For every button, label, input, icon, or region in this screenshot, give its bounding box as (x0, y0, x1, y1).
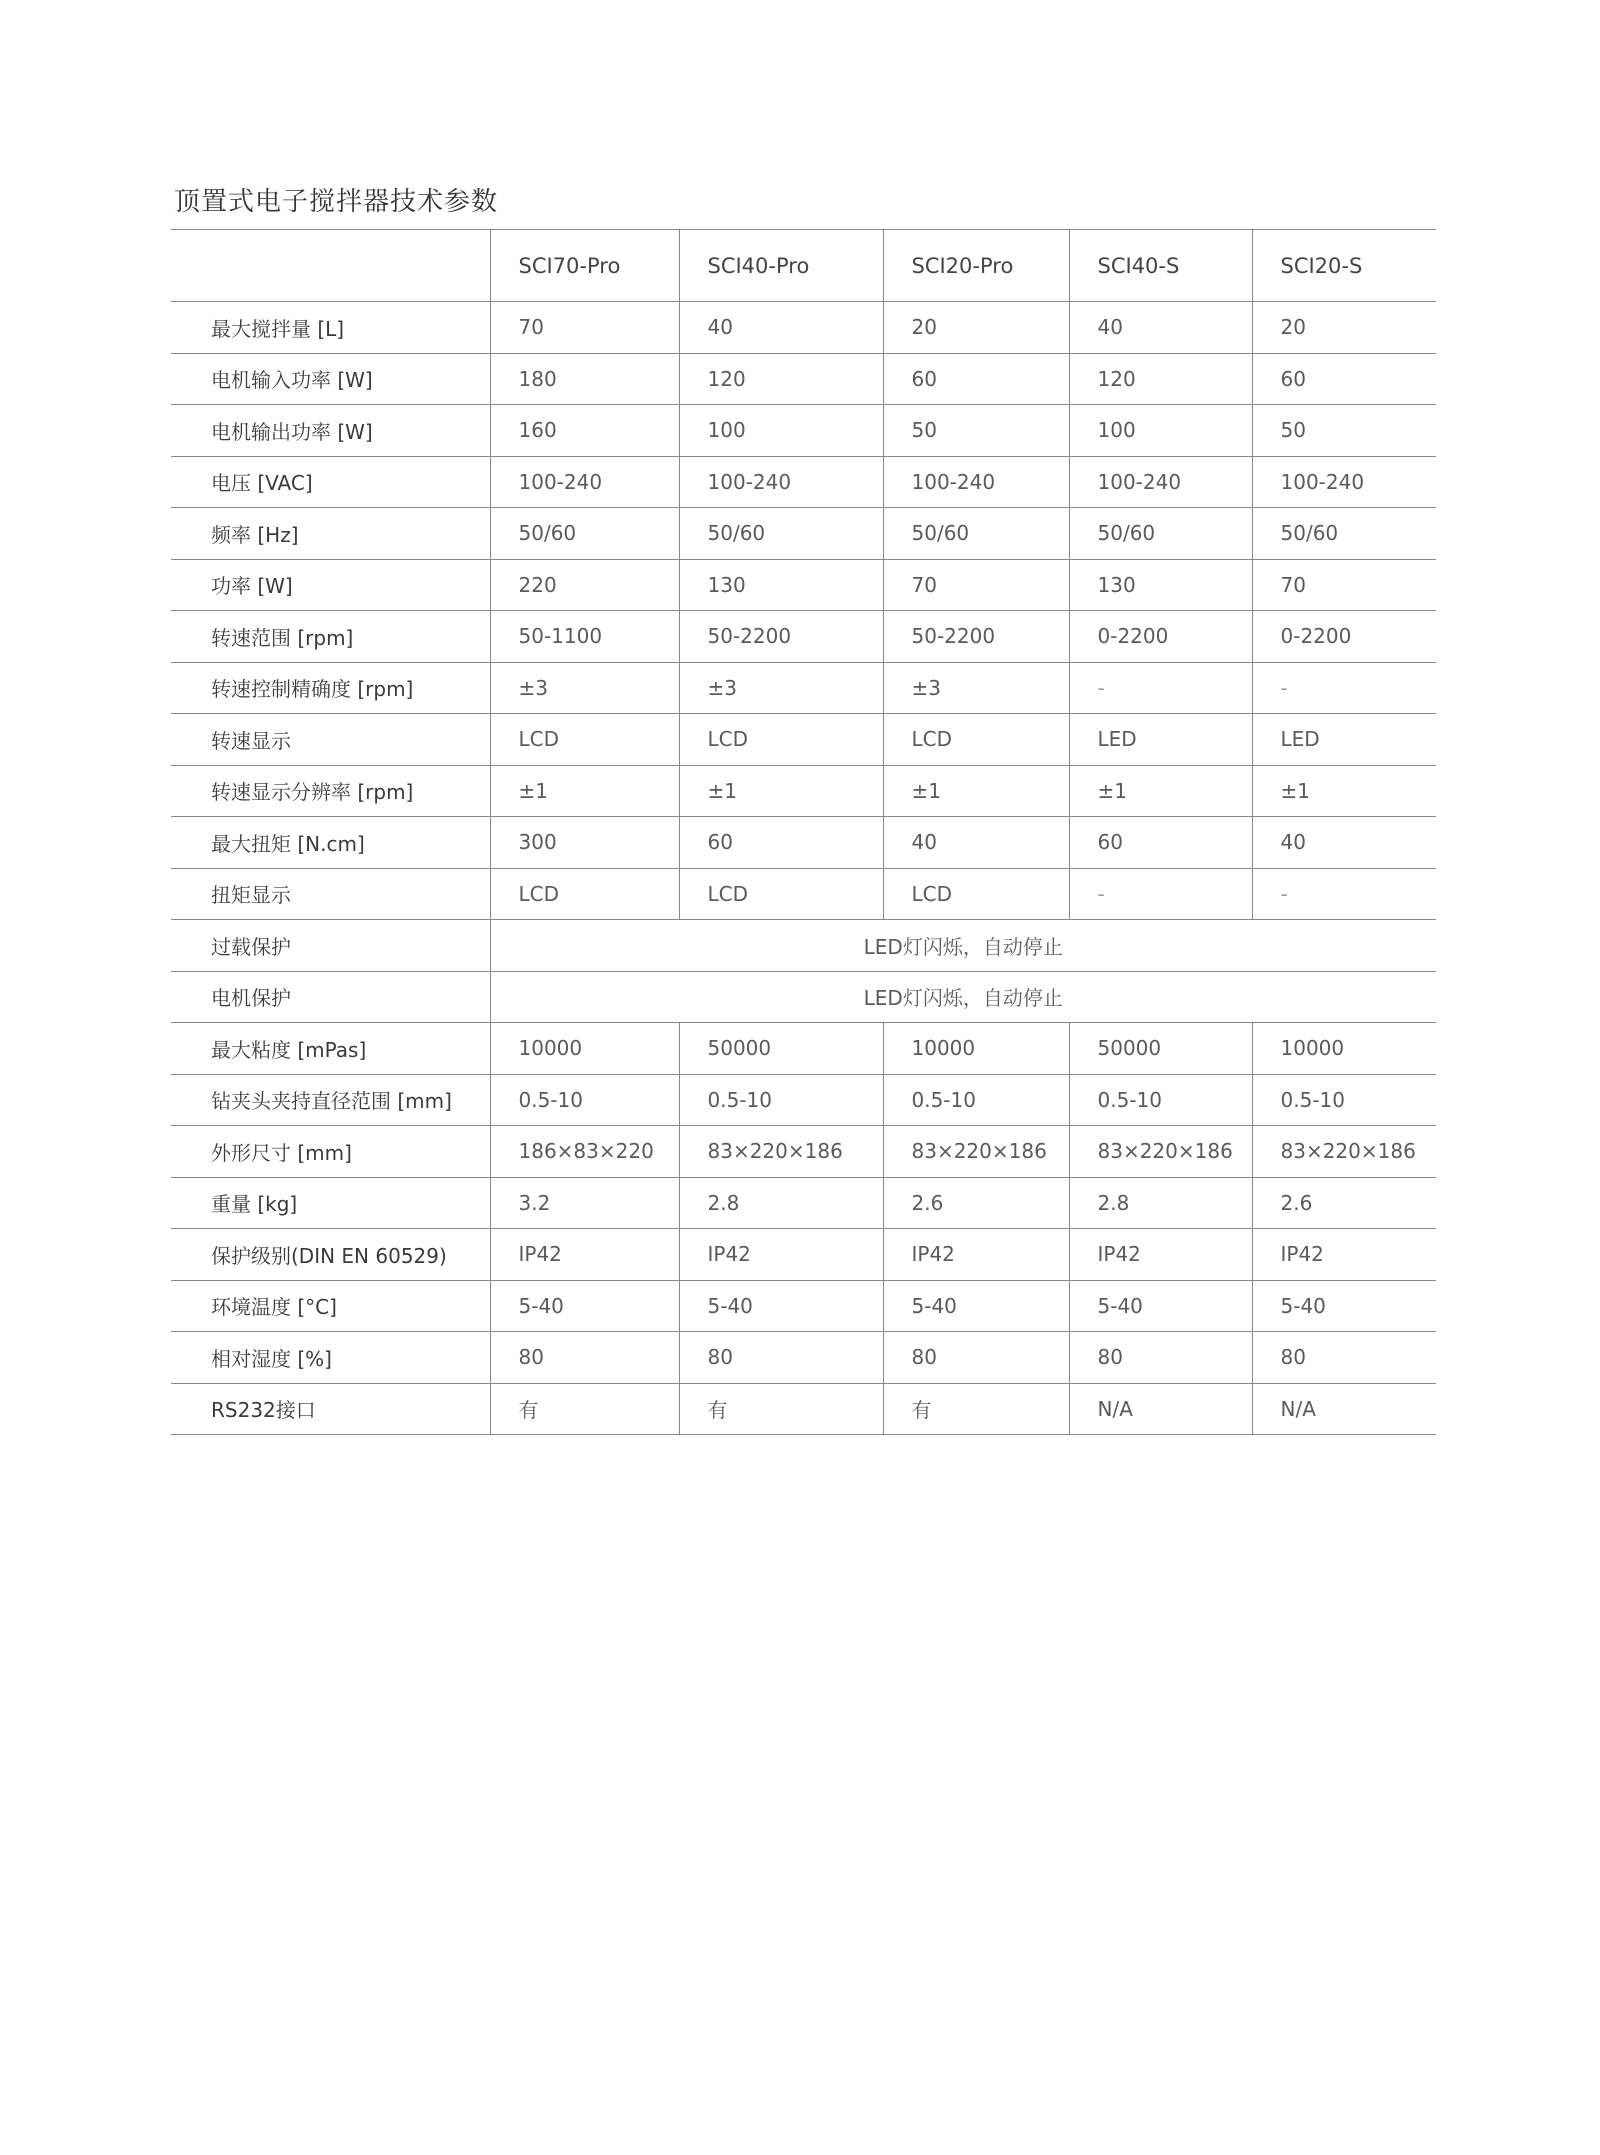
value-cell: 2.8 (679, 1177, 883, 1229)
value-cell: 50 (1252, 405, 1436, 457)
value-cell: 100-240 (679, 456, 883, 508)
merged-value-cell: LED灯闪烁，自动停止 (490, 920, 1436, 972)
value-cell: IP42 (1252, 1229, 1436, 1281)
value-cell: ±1 (1069, 765, 1252, 817)
value-cell: - (1069, 662, 1252, 714)
value-cell: ±3 (679, 662, 883, 714)
model-header: SCI40-S (1069, 230, 1252, 302)
value-cell: 10000 (1252, 1023, 1436, 1075)
row-label: 最大扭矩 [N.cm] (211, 831, 365, 856)
table-row (171, 1383, 1436, 1435)
value-cell: ±3 (883, 662, 1069, 714)
table-row (171, 765, 1436, 817)
table-row (171, 1229, 1436, 1281)
row-label: 最大粘度 [mPas] (211, 1037, 367, 1062)
value-cell: 70 (883, 559, 1069, 611)
value-cell: - (1069, 868, 1252, 920)
header-label-cell (171, 230, 490, 302)
value-cell: 40 (679, 302, 883, 354)
row-label: 最大搅拌量 [L] (211, 316, 345, 341)
value-cell: 40 (1069, 302, 1252, 354)
value-cell: 0-2200 (1252, 611, 1436, 663)
table-row (171, 1126, 1436, 1178)
row-label: 重量 [kg] (211, 1192, 298, 1217)
value-cell: 50000 (679, 1023, 883, 1075)
value-cell: 100 (1069, 405, 1252, 457)
value-cell: ±3 (490, 662, 679, 714)
value-cell: ±1 (883, 765, 1069, 817)
value-cell: 50/60 (883, 508, 1069, 560)
merged-value-cell: LED灯闪烁，自动停止 (490, 971, 1436, 1023)
page-title: 顶置式电子搅拌器技术参数 (174, 187, 499, 218)
value-cell: 180 (490, 353, 679, 405)
value-cell: - (1252, 868, 1436, 920)
value-cell: 0.5-10 (883, 1074, 1069, 1126)
table-row (171, 868, 1436, 920)
value-cell: ±1 (1252, 765, 1436, 817)
value-cell: 0-2200 (1069, 611, 1252, 663)
value-cell: 80 (883, 1332, 1069, 1384)
value-cell: LCD (679, 868, 883, 920)
value-cell: 100-240 (1252, 456, 1436, 508)
row-label: 相对湿度 [%] (211, 1346, 332, 1371)
row-label: 转速控制精确度 [rpm] (211, 677, 414, 702)
row-label: 转速范围 [rpm] (211, 625, 354, 650)
value-cell: IP42 (679, 1229, 883, 1281)
row-label: 电机输出功率 [W] (211, 419, 373, 444)
value-cell: 83×220×186 (1069, 1126, 1252, 1178)
value-cell: 100 (679, 405, 883, 457)
table-row (171, 1280, 1436, 1332)
value-cell: 80 (1069, 1332, 1252, 1384)
value-cell: 0.5-10 (1252, 1074, 1436, 1126)
value-cell: 100-240 (883, 456, 1069, 508)
value-cell: N/A (1252, 1383, 1436, 1435)
value-cell: 60 (679, 817, 883, 869)
row-label: 电压 [VAC] (211, 471, 313, 496)
value-cell: 60 (883, 353, 1069, 405)
spec-table-body (171, 302, 1436, 1435)
value-cell: LCD (883, 868, 1069, 920)
value-cell: LED (1069, 714, 1252, 766)
value-cell: 0.5-10 (490, 1074, 679, 1126)
value-cell: 0.5-10 (679, 1074, 883, 1126)
value-cell: N/A (1069, 1383, 1252, 1435)
value-cell: 5-40 (490, 1280, 679, 1332)
row-label: 电机输入功率 [W] (211, 368, 373, 393)
row-label: 环境温度 [°C] (211, 1295, 337, 1320)
value-cell: 10000 (883, 1023, 1069, 1075)
value-cell: LCD (490, 714, 679, 766)
table-row (171, 508, 1436, 560)
value-cell: 2.6 (1252, 1177, 1436, 1229)
value-cell: ±1 (490, 765, 679, 817)
table-row (171, 353, 1436, 405)
value-cell: 220 (490, 559, 679, 611)
value-cell: 160 (490, 405, 679, 457)
table-row (171, 456, 1436, 508)
model-header: SCI40-Pro (679, 230, 883, 302)
value-cell: 70 (1252, 559, 1436, 611)
row-label: 外形尺寸 [mm] (211, 1140, 352, 1165)
value-cell: 40 (883, 817, 1069, 869)
value-cell: 50-1100 (490, 611, 679, 663)
table-row (171, 405, 1436, 457)
value-cell: ±1 (679, 765, 883, 817)
value-cell: 70 (490, 302, 679, 354)
row-label: 电机保护 (211, 986, 291, 1011)
table-row (171, 1023, 1436, 1075)
value-cell: 5-40 (883, 1280, 1069, 1332)
value-cell: 83×220×186 (1252, 1126, 1436, 1178)
value-cell: 120 (679, 353, 883, 405)
value-cell: 20 (883, 302, 1069, 354)
value-cell: 120 (1069, 353, 1252, 405)
spec-table (171, 229, 1436, 1435)
model-header: SCI20-S (1252, 230, 1436, 302)
value-cell: IP42 (883, 1229, 1069, 1281)
row-label: 过载保护 (211, 934, 291, 959)
header-row (171, 230, 1436, 302)
row-label: 转速显示分辨率 [rpm] (211, 780, 414, 805)
value-cell: 50-2200 (883, 611, 1069, 663)
table-row (171, 920, 1436, 972)
value-cell: 186×83×220 (490, 1126, 679, 1178)
model-header: SCI20-Pro (883, 230, 1069, 302)
value-cell: 100-240 (490, 456, 679, 508)
value-cell: 有 (679, 1383, 883, 1435)
value-cell: 50/60 (1069, 508, 1252, 560)
table-row (171, 1074, 1436, 1126)
row-label: 频率 [Hz] (211, 522, 299, 547)
value-cell: 有 (490, 1383, 679, 1435)
value-cell: LCD (679, 714, 883, 766)
value-cell: 50 (883, 405, 1069, 457)
value-cell: IP42 (1069, 1229, 1252, 1281)
table-row (171, 714, 1436, 766)
value-cell: 130 (679, 559, 883, 611)
value-cell: 40 (1252, 817, 1436, 869)
table-row (171, 817, 1436, 869)
table-row (171, 1332, 1436, 1384)
value-cell: 2.8 (1069, 1177, 1252, 1229)
value-cell: 130 (1069, 559, 1252, 611)
row-label: RS232接口 (211, 1398, 316, 1423)
value-cell: 10000 (490, 1023, 679, 1075)
value-cell: 5-40 (1252, 1280, 1436, 1332)
value-cell: 5-40 (679, 1280, 883, 1332)
value-cell: 5-40 (1069, 1280, 1252, 1332)
value-cell: LCD (490, 868, 679, 920)
row-label: 钻夹头夹持直径范围 [mm] (211, 1089, 452, 1114)
row-label: 功率 [W] (211, 574, 293, 599)
table-row (171, 611, 1436, 663)
table-row (171, 971, 1436, 1023)
table-row (171, 302, 1436, 354)
value-cell: 50/60 (679, 508, 883, 560)
value-cell: 80 (1252, 1332, 1436, 1384)
value-cell: 83×220×186 (883, 1126, 1069, 1178)
value-cell: 2.6 (883, 1177, 1069, 1229)
value-cell: 60 (1069, 817, 1252, 869)
value-cell: 80 (679, 1332, 883, 1384)
value-cell: LCD (883, 714, 1069, 766)
value-cell: - (1252, 662, 1436, 714)
table-row (171, 1177, 1436, 1229)
value-cell: 60 (1252, 353, 1436, 405)
row-label: 转速显示 (211, 728, 291, 753)
value-cell: 3.2 (490, 1177, 679, 1229)
value-cell: IP42 (490, 1229, 679, 1281)
value-cell: 80 (490, 1332, 679, 1384)
value-cell: 0.5-10 (1069, 1074, 1252, 1126)
table-row (171, 559, 1436, 611)
row-label: 保护级别(DIN EN 60529) (211, 1243, 447, 1268)
value-cell: 50-2200 (679, 611, 883, 663)
table-row (171, 662, 1436, 714)
value-cell: 83×220×186 (679, 1126, 883, 1178)
value-cell: 20 (1252, 302, 1436, 354)
value-cell: 50000 (1069, 1023, 1252, 1075)
value-cell: 50/60 (1252, 508, 1436, 560)
value-cell: 有 (883, 1383, 1069, 1435)
model-header: SCI70-Pro (490, 230, 679, 302)
value-cell: 300 (490, 817, 679, 869)
row-label: 扭矩显示 (211, 883, 291, 908)
value-cell: 50/60 (490, 508, 679, 560)
value-cell: 100-240 (1069, 456, 1252, 508)
value-cell: LED (1252, 714, 1436, 766)
